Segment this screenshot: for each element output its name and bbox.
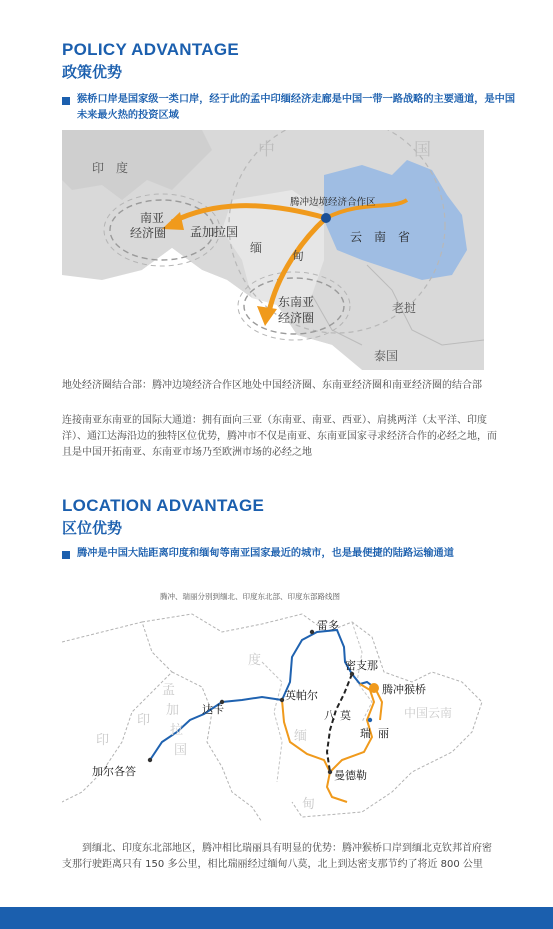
city-ruili-2: 丽 <box>378 727 389 740</box>
city-imphal: 英帕尔 <box>285 689 318 702</box>
location-title-en: LOCATION ADVANTAGE <box>62 496 265 515</box>
city-ledo: 雷多 <box>317 619 339 632</box>
bg-label-bd-3: 拉 <box>170 723 184 738</box>
label-bangladesh: 孟加拉国 <box>190 225 239 239</box>
policy-para-1: 地处经济圈结合部：腾冲边境经济合作区地处中国经济圈、东南亚经济圈和南亚经济圈的结合部 <box>62 380 482 391</box>
city-bhamo-1: 八 <box>324 709 335 722</box>
bg-label-india-2: 度 <box>248 653 262 668</box>
policy-lead: 猴桥口岸是国家级一类口岸，经于此的孟中印缅经济走廊是中国一带一路战略的主要通道，是中国未来最火热的投资区域 <box>77 94 516 121</box>
bg-label-myanmar-1: 缅 <box>294 729 308 744</box>
bg-label-bd-4: 国 <box>174 743 188 758</box>
label-china-1: 中 <box>258 140 275 160</box>
location-lead: 腾冲是中国大陆距离印度和缅甸等南亚国家最近的城市，也是最便捷的陆路运输通道 <box>77 548 454 559</box>
label-myanmar-1: 缅 <box>250 241 263 255</box>
policy-title-en: POLICY ADVANTAGE <box>62 40 240 59</box>
city-mandalay: 曼德勒 <box>334 769 367 782</box>
city-bhamo-2: 莫 <box>340 709 351 722</box>
bg-label-india-1: 印 <box>137 713 151 728</box>
label-sea-1: 东南亚 <box>278 295 315 309</box>
city-kolkata: 加尔各答 <box>92 765 136 778</box>
location-title-cn: 区位优势 <box>62 519 123 537</box>
bullet-square <box>62 97 70 105</box>
bg-label-myanmar-2: 甸 <box>302 797 316 812</box>
route-map <box>62 602 502 824</box>
label-yunnan: 云 南 省 <box>350 230 411 244</box>
city-tengchong-houqiao: 腾冲猴桥 <box>382 683 426 696</box>
policy-para-2: 连接南亚东南亚的国际大通道：拥有面向三亚（东南亚、南亚、西亚）、肩挑两洋（太平洋、印度洋）、通江达海沿边的独特区位优势，腾冲市不仅是南亚、东南亚国家寻求经济合作的必经之地，而且是中国开拓南亚、东南亚市场乃至欧洲市场的必经之地 <box>62 415 497 458</box>
label-myanmar-2: 甸 <box>292 249 305 263</box>
bullet-square <box>62 551 70 559</box>
location-para: 到缅北、印度东北部地区，腾冲相比瑞丽具有明显的优势：腾冲猴桥口岸到缅北克钦邦首府密支那行驶距离只有 150 多公里，相比瑞丽经过缅甸八莫，北上到达密支那节约了将近 800 公里 <box>62 843 492 870</box>
bg-label-bd-2: 加 <box>166 703 180 718</box>
city-myitkyina: 密支那 <box>345 659 378 672</box>
policy-title-cn: 政策优势 <box>62 63 123 81</box>
bg-label-china-yunnan: 中国云南 <box>404 706 453 720</box>
city-ruili-1: 瑞 <box>360 727 371 740</box>
footer-bar <box>0 907 553 929</box>
policy-map <box>62 130 484 370</box>
label-india: 印 度 <box>92 161 129 175</box>
city-dhaka: 达卡 <box>202 703 224 716</box>
label-thailand: 泰国 <box>374 349 399 363</box>
label-laos: 老挝 <box>392 301 417 315</box>
label-south-asia-2: 经济圈 <box>130 226 167 240</box>
label-china-2: 国 <box>414 140 431 160</box>
bg-label-india-left: 印 <box>96 733 110 748</box>
route-map-caption: 腾冲、瑞丽分别到缅北、印度东北部、印度东部路线图 <box>160 592 340 601</box>
label-zone: 腾冲边境经济合作区 <box>290 197 376 208</box>
label-sea-2: 经济圈 <box>278 311 315 325</box>
label-south-asia-1: 南亚 <box>140 211 165 225</box>
bg-label-bd-1: 孟 <box>162 683 176 698</box>
